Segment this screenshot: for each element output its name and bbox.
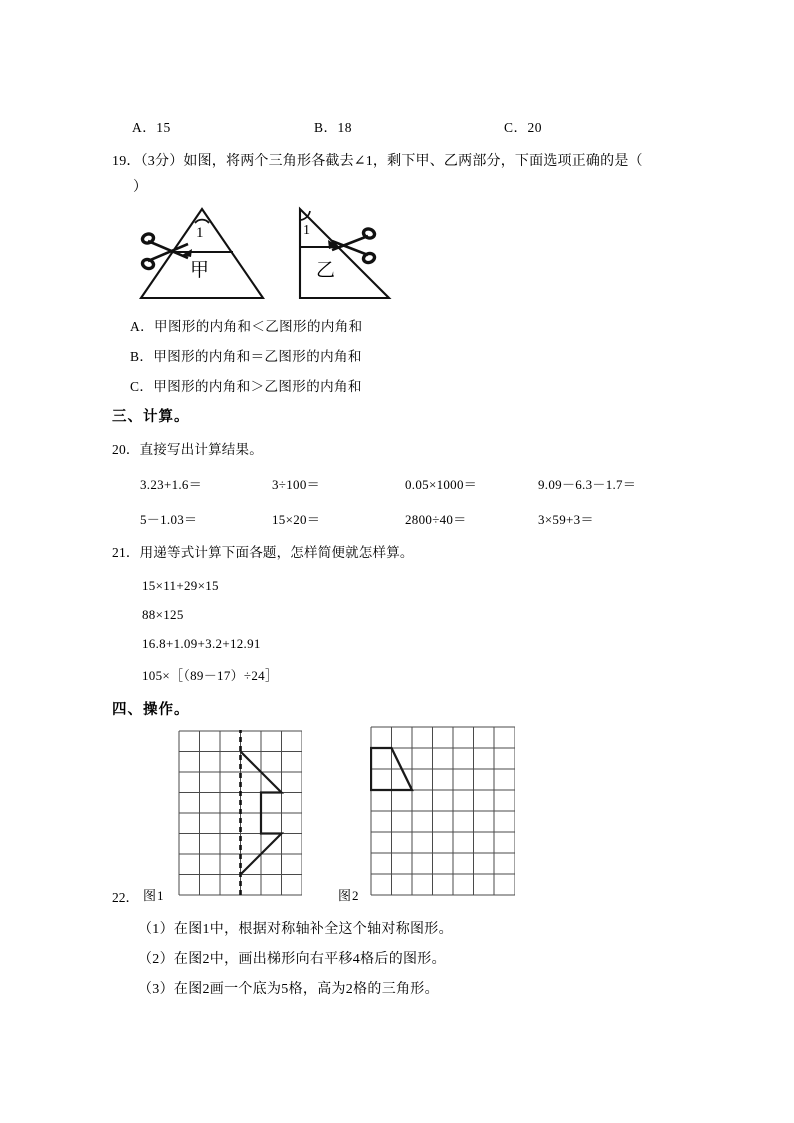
figure-2 <box>370 726 515 896</box>
q18-option-c: C．20 <box>504 120 543 135</box>
figure-1 <box>178 730 302 896</box>
q22-sub-question-1: （1）在图1中，根据对称轴补全这个轴对称图形。 <box>138 922 453 937</box>
figure-2-label: 图2 <box>338 888 360 903</box>
right-triangle-outline <box>300 209 389 298</box>
q19-choice-c[interactable]: C．甲图形的内角和＞乙图形的内角和 <box>130 379 362 394</box>
q21-expression-1: 88×125 <box>142 607 184 622</box>
q20-stem: 20．直接写出计算结果。 <box>112 442 263 457</box>
q21-expression-3: 105×［（89－17）÷24］ <box>142 668 279 683</box>
q21-expression-0: 15×11+29×15 <box>142 578 219 593</box>
q19-stem-line2: ） <box>133 180 148 195</box>
q22-sub-question-2: （2）在图2中，画出梯形向右平移4格后的图形。 <box>138 952 446 967</box>
q19-stem-line1: 19．（3分）如图，将两个三角形各截去∠1，剩下甲、乙两部分，下面选项正确的是（ <box>112 154 643 169</box>
q20-cell-1-3: 3×59+3＝ <box>538 512 594 527</box>
left-angle-label: 1 <box>196 225 204 241</box>
right-angle-label: 1 <box>303 223 310 238</box>
q18-option-a: A．15 <box>132 120 171 135</box>
right-triangle-group <box>300 209 389 298</box>
q20-cell-1-0: 5－1.03＝ <box>140 512 198 527</box>
q20-cell-1-1: 15×20＝ <box>272 512 321 527</box>
q22-sub-question-3: （3）在图2画一个底为5格，高为2格的三角形。 <box>138 982 439 997</box>
q22-number: 22． <box>112 890 139 905</box>
q19-choice-b[interactable]: B．甲图形的内角和＝乙图形的内角和 <box>130 349 362 364</box>
q21-expression-2: 16.8+1.09+3.2+12.91 <box>142 636 261 651</box>
scissors-icon <box>328 228 376 264</box>
right-region-label: 乙 <box>316 259 336 281</box>
left-triangle-group <box>141 209 263 298</box>
q20-cell-0-0: 3.23+1.6＝ <box>140 477 203 492</box>
q18-option-b: B．18 <box>314 120 353 135</box>
left-angle-arc <box>195 220 209 223</box>
q19-choice-a[interactable]: A．甲图形的内角和＜乙图形的内角和 <box>130 319 363 334</box>
figure-1-label: 图1 <box>143 888 165 903</box>
q21-stem: 21．用递等式计算下面各题，怎样简便就怎样算。 <box>112 545 414 560</box>
left-triangle-outline <box>141 209 263 298</box>
section-4-heading: 四、操作。 <box>112 702 190 718</box>
q20-cell-1-2: 2800÷40＝ <box>405 512 467 527</box>
q19-figure <box>130 195 410 310</box>
section-3-heading: 三、计算。 <box>112 409 190 425</box>
q20-cell-0-1: 3÷100＝ <box>272 477 320 492</box>
q20-cell-0-2: 0.05×1000＝ <box>405 477 478 492</box>
left-region-label: 甲 <box>190 259 210 281</box>
figure-1-grid <box>178 730 302 896</box>
q20-cell-0-3: 9.09－6.3－1.7＝ <box>538 477 637 492</box>
figure-2-grid <box>370 726 515 896</box>
